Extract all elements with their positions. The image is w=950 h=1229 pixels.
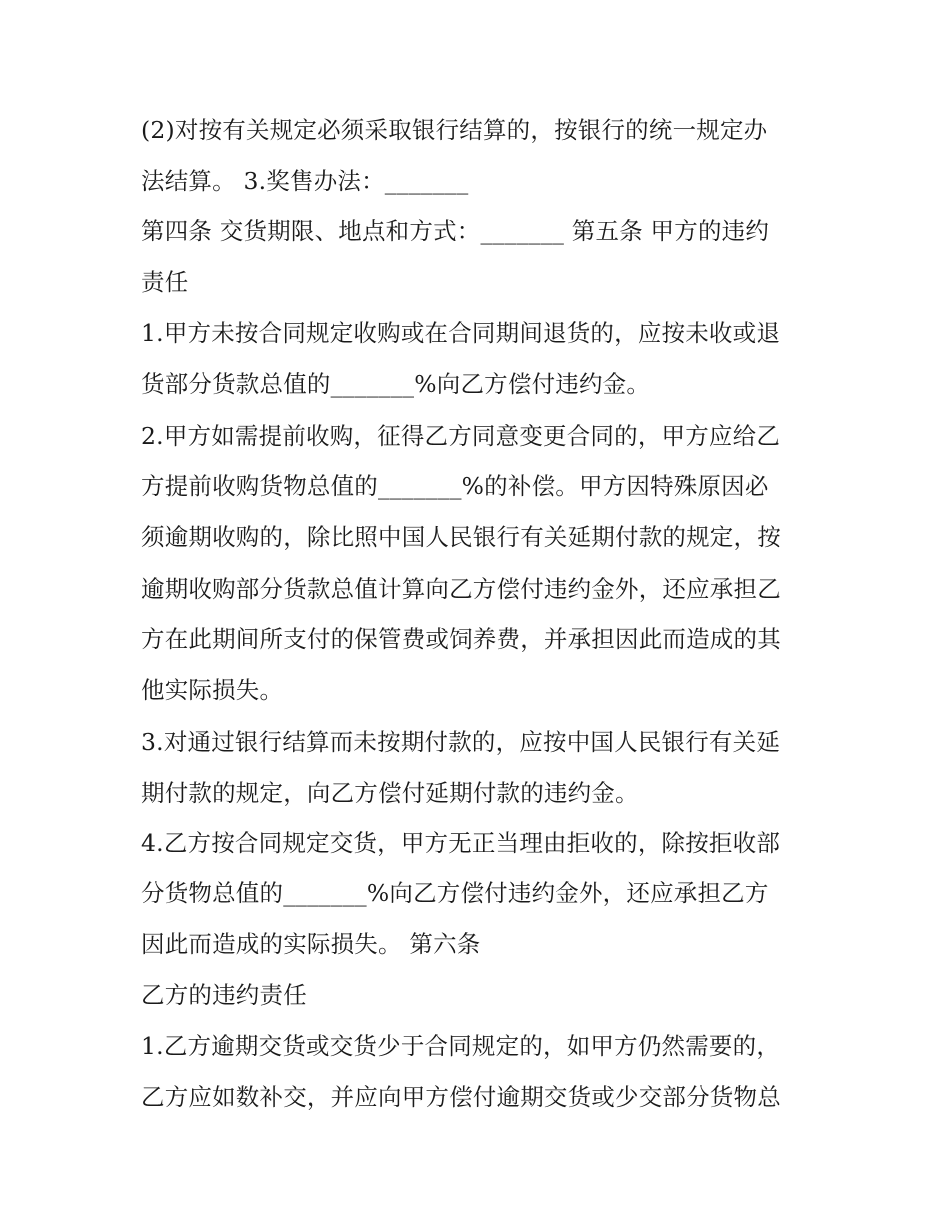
text-line: 责任 [141, 268, 189, 296]
text-line: 2.甲方如需提前收购，征得乙方同意变更合同的，甲方应给乙 [141, 422, 781, 450]
text-line: 1.甲方未按合同规定收购或在合同期间退货的，应按未收或退 [141, 319, 781, 347]
text-line: 乙方应如数补交，并应向甲方偿付逾期交货或少交部分货物总 [141, 1083, 781, 1111]
text-line: 逾期收购部分货款总值计算向乙方偿付违约金外，还应承担乙 [141, 575, 781, 603]
text-line: 乙方的违约责任 [141, 981, 307, 1009]
text-line: 分货物总值的_______%向乙方偿付违约金外，还应承担乙方 [141, 879, 769, 907]
text-line: 须逾期收购的，除比照中国人民银行有关延期付款的规定，按 [141, 523, 781, 551]
text-line: 因此而造成的实际损失。 第六条 [141, 930, 481, 958]
text-line: 货部分货款总值的_______%向乙方偿付违约金。 [141, 370, 651, 398]
text-line: (2)对按有关规定必须采取银行结算的，按银行的统一规定办 [141, 116, 768, 144]
text-line: 法结算。 3.奖售办法：_______ [141, 167, 469, 195]
text-line: 期付款的规定，向乙方偿付延期付款的违约金。 [141, 779, 639, 807]
text-line: 第四条 交货期限、地点和方式：_______ 第五条 甲方的违约 [141, 217, 770, 245]
text-line: 方在此期间所支付的保管费或饲养费，并承担因此而造成的其 [141, 625, 781, 653]
text-line: 1.乙方逾期交货或交货少于合同规定的，如甲方仍然需要的， [141, 1032, 781, 1060]
text-line: 4.乙方按合同规定交货，甲方无正当理由拒收的，除按拒收部 [141, 829, 781, 857]
text-line: 他实际损失。 [141, 676, 284, 704]
text-line: 3.对通过银行结算而未按期付款的，应按中国人民银行有关延 [141, 728, 781, 756]
text-line: 方提前收购货物总值的_______%的补偿。甲方因特殊原因必 [141, 472, 769, 500]
